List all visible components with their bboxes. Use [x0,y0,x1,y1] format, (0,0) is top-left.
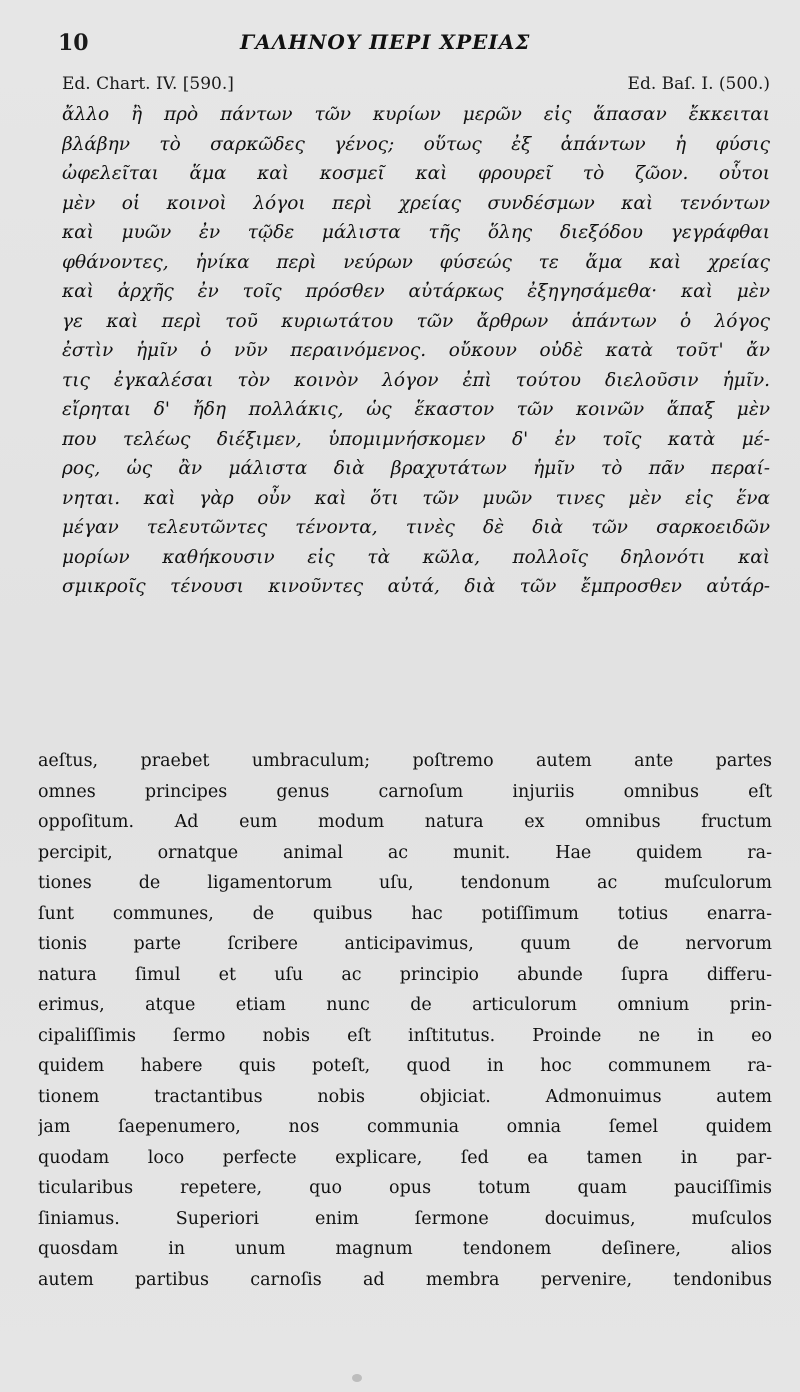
running-title: ΓΑΛΗΝΟΥ ΠΕΡΙ ΧΡΕΙΑΣ [240,30,531,54]
page-number: 10 [58,30,89,56]
page-header [0,26,800,66]
latin-line: ſunt communes, de quibus hac potiſſimum totius enarra- [38,903,772,924]
latin-line: ticularibus repetere, quo opus totum quam pauciſſimis [38,1178,772,1198]
greek-line: φθάνοντες, ἡνίκα περὶ νεύρων φύσεώς τε ἅμα καὶ χρείας [62,251,770,273]
greek-line: μέγαν τελευτῶντες τένοντα, τινὲς δὲ διὰ τῶν σαρκοειδῶν [62,517,770,538]
latin-line: natura ſimul et uſu ac principio abunde ſupra differu- [38,964,772,985]
greek-line: ἐστὶν ἡμῖν ὁ νῦν περαινόμενος. οὔκουν οὐδὲ κατὰ τοῦτ' ἄν [62,340,770,361]
latin-line: quidem habere quis poteſt, quod in hoc communem ra- [38,1056,772,1076]
latin-line: jam ſaepenumero, nos communia omnia ſemel quidem [38,1117,772,1137]
greek-line: που τελέως διέξιμεν, ὑπομιμνήσκομεν δ' ἐν τοῖς κατὰ μέ- [62,428,770,450]
latin-line: ſiniamus. Superiori enim ſermone docuimus, muſculos [38,1208,772,1229]
latin-line: autem partibus carnoſis ad membra pervenire, tendonibus [38,1269,772,1290]
latin-line: aeſtus, praebet umbraculum; poſtremo autem ante partes [38,751,772,771]
latin-line: cipaliſſimis ſermo nobis eſt inſtitutus. Proinde ne in eo [38,1025,772,1046]
latin-line: quosdam in unum magnum tendonem deſinere, alios [38,1239,772,1259]
greek-line: ἄλλο ἢ πρὸ πάντων τῶν κυρίων μερῶν εἰς ἅπασαν ἔκκειται [62,104,770,125]
latin-line: oppoſitum. Ad eum modum natura ex omnibus fructum [38,812,772,832]
greek-text-block [62,100,770,602]
edition-basel-ref: Ed. Baſ. I. (500.) [627,74,770,94]
greek-line: τις ἐγκαλέσαι τὸν κοινὸν λόγον ἐπὶ τούτου διελοῦσιν ἡμῖν. [62,369,770,391]
edition-chartier-ref: Ed. Chart. IV. [590.] [62,74,234,94]
latin-line: omnes principes genus carnoſum injuriis omnibus eſt [38,781,772,802]
greek-line: καὶ ἀρχῆς ἐν τοῖς πρόσθεν αὐτάρκως ἐξηγησάμεθα· καὶ μὲν [62,281,770,302]
greek-line: ρος, ὡς ἂν μάλιστα διὰ βραχυτάτων ἡμῖν τὸ πᾶν περαί- [62,458,770,479]
greek-line: βλάβην τὸ σαρκῶδες γένος; οὕτως ἐξ ἁπάντων ἡ φύσις [62,133,770,155]
greek-line: νηται. καὶ γὰρ οὖν καὶ ὅτι τῶν μυῶν τινες μὲν εἰς ἕνα [62,487,770,509]
greek-line: καὶ μυῶν ἐν τῷδε μάλιστα τῆς ὅλης διεξόδου γεγράφθαι [62,222,770,243]
latin-line: tiones de ligamentorum uſu, tendonum ac muſculorum [38,873,772,893]
greek-line: μορίων καθήκουσιν εἰς τὰ κῶλα, πολλοῖς δηλονότι καὶ [62,546,770,568]
latin-line: quodam loco perfecte explicare, ſed ea tamen in par- [38,1147,772,1168]
ink-smudge [352,1374,362,1382]
latin-line: tionem tractantibus nobis objiciat. Admonuimus autem [38,1086,772,1107]
latin-line: percipit, ornatque animal ac munit. Hae quidem ra- [38,842,772,863]
greek-line: γε καὶ περὶ τοῦ κυριωτάτου τῶν ἄρθρων ἁπάντων ὁ λόγος [62,310,770,332]
greek-line: ὠφελεῖται ἅμα καὶ κοσμεῖ καὶ φρουρεῖ τὸ ζῶον. οὗτοι [62,163,770,184]
latin-line: tionis parte ſcribere anticipavimus, quum de nervorum [38,934,772,954]
greek-line: μὲν οἱ κοινοὶ λόγοι περὶ χρείας συνδέσμων καὶ τενόντων [62,192,770,214]
edition-reference-line [0,74,800,100]
greek-line: εἴρηται δ' ἤδη πολλάκις, ὡς ἕκαστον τῶν κοινῶν ἅπαξ μὲν [62,399,770,420]
latin-text-block [38,746,772,1295]
latin-line: erimus, atque etiam nunc de articulorum omnium prin- [38,995,772,1015]
greek-line: σμικροῖς τένουσι κινοῦντες αὐτά, διὰ τῶν ἔμπροσθεν αὐτάρ- [62,576,770,597]
